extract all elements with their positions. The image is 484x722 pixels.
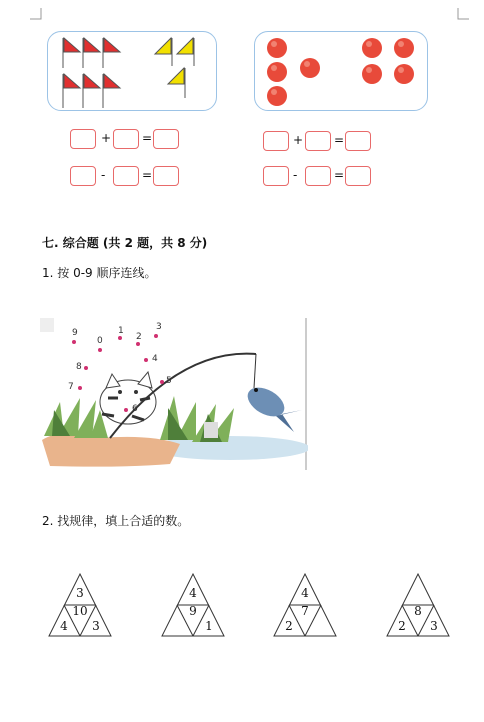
connect-dots-picture (40, 318, 308, 470)
triangle-right-number: 3 (430, 619, 438, 633)
dot-label: 9 (72, 328, 78, 338)
triangle-center-number: 8 (414, 604, 422, 618)
answer-box[interactable] (263, 131, 289, 151)
dot-label: 6 (132, 404, 138, 414)
question-2-text: 2. 找规律，填上合适的数。 (42, 514, 190, 528)
apples-picture-box (254, 31, 428, 111)
flags-illustration (48, 32, 216, 110)
equals-sign: = (142, 168, 153, 182)
plus-sign: + (293, 133, 304, 147)
question-1-text: 1. 按 0-9 顺序连线。 (42, 266, 157, 280)
dot-label: 2 (136, 332, 142, 342)
cat-fishing-illustration (40, 318, 308, 470)
triangle-right-number: 1 (205, 619, 213, 633)
triangle-top-number: 3 (76, 586, 84, 600)
answer-box[interactable] (345, 131, 371, 151)
answer-box[interactable] (263, 166, 289, 186)
answer-box[interactable] (113, 129, 139, 149)
triangle-center-number: 7 (301, 604, 309, 618)
dot-label: 1 (118, 326, 124, 336)
corner-mark-left (30, 8, 42, 20)
answer-box[interactable] (153, 166, 179, 186)
triangle-left-number: 2 (398, 619, 406, 633)
number-triangle (386, 573, 450, 637)
dot-label: 5 (166, 376, 172, 386)
minus-sign: - (101, 168, 106, 182)
triangle-left-number: 2 (285, 619, 293, 633)
answer-box[interactable] (70, 129, 96, 149)
dot-label: 8 (76, 362, 82, 372)
answer-box[interactable] (113, 166, 139, 186)
dot-label: 4 (152, 354, 158, 364)
equals-sign: = (334, 133, 345, 147)
dot-label: 0 (97, 336, 103, 346)
answer-box[interactable] (70, 166, 96, 186)
number-triangle (273, 573, 337, 637)
apples-illustration (255, 32, 427, 110)
dot-label: 3 (156, 322, 162, 332)
number-triangle (161, 573, 225, 637)
triangle-right-number: 3 (92, 619, 100, 633)
corner-mark-right (457, 8, 469, 20)
answer-box[interactable] (153, 129, 179, 149)
triangle-left-number: 4 (60, 619, 68, 633)
triangle-top-number: 4 (301, 586, 309, 600)
answer-box[interactable] (345, 166, 371, 186)
equals-sign: = (334, 168, 345, 182)
minus-sign: - (293, 168, 298, 182)
plus-sign: + (101, 131, 112, 145)
answer-box[interactable] (305, 166, 331, 186)
triangle-center-number: 9 (189, 604, 197, 618)
number-triangle (48, 573, 112, 637)
equals-sign: = (142, 131, 153, 145)
dot-label: 7 (68, 382, 74, 392)
triangle-top-number: 4 (189, 586, 197, 600)
triangle-center-number: 10 (72, 604, 88, 618)
section-heading: 七. 综合题 (共 2 题，共 8 分) (42, 236, 208, 250)
flags-picture-box (47, 31, 217, 111)
answer-box[interactable] (305, 131, 331, 151)
